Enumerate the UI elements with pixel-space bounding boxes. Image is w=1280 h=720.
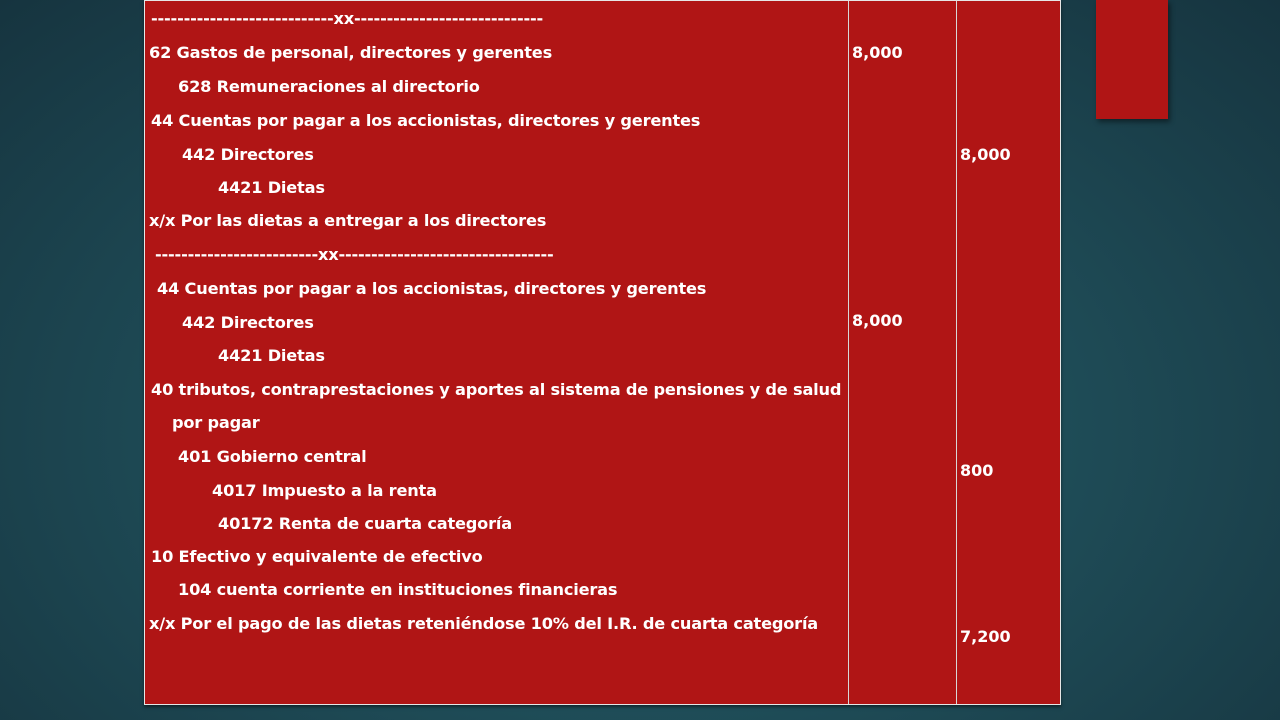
account-442-second: 442 Directores (182, 313, 314, 332)
account-10: 10 Efectivo y equivalente de efectivo (151, 547, 483, 566)
entry-separator-1: ----------------------------xx----------------------------- (151, 9, 544, 28)
decorative-red-rectangle (1096, 0, 1168, 119)
account-4421-first: 4421 Dietas (218, 178, 325, 197)
debe-amount-62: 8,000 (852, 43, 903, 62)
account-401: 401 Gobierno central (178, 447, 367, 466)
gloss-2: x/x Por el pago de las dietas reteniéndose 10% del I.R. de cuarta categoría (149, 614, 819, 633)
account-104: 104 cuenta corriente en instituciones financieras (178, 580, 618, 599)
account-442-first: 442 Directores (182, 145, 314, 164)
debe-amount-44: 8,000 (852, 311, 903, 330)
account-40-continued: por pagar (172, 413, 260, 432)
haber-column-divider (956, 1, 957, 704)
haber-amount-10: 7,200 (960, 627, 1011, 646)
account-40172: 40172 Renta de cuarta categoría (218, 514, 512, 533)
debe-column-divider (848, 1, 849, 704)
gloss-1: x/x Por las dietas a entregar a los directores (149, 211, 547, 230)
entry-separator-2: -------------------------xx--------------------------------- (155, 245, 554, 264)
haber-amount-40: 800 (960, 461, 994, 480)
haber-amount-44: 8,000 (960, 145, 1011, 164)
account-4017: 4017 Impuesto a la renta (212, 481, 437, 500)
account-44-second: 44 Cuentas por pagar a los accionistas, directores y gerentes (157, 279, 707, 298)
account-4421-second: 4421 Dietas (218, 346, 325, 365)
journal-entry-table (144, 0, 1061, 705)
account-40: 40 tributos, contraprestaciones y aportes al sistema de pensiones y de salud (151, 380, 842, 399)
account-628: 628 Remuneraciones al directorio (178, 77, 480, 96)
account-62: 62 Gastos de personal, directores y gerentes (149, 43, 553, 62)
account-44-first: 44 Cuentas por pagar a los accionistas, directores y gerentes (151, 111, 701, 130)
